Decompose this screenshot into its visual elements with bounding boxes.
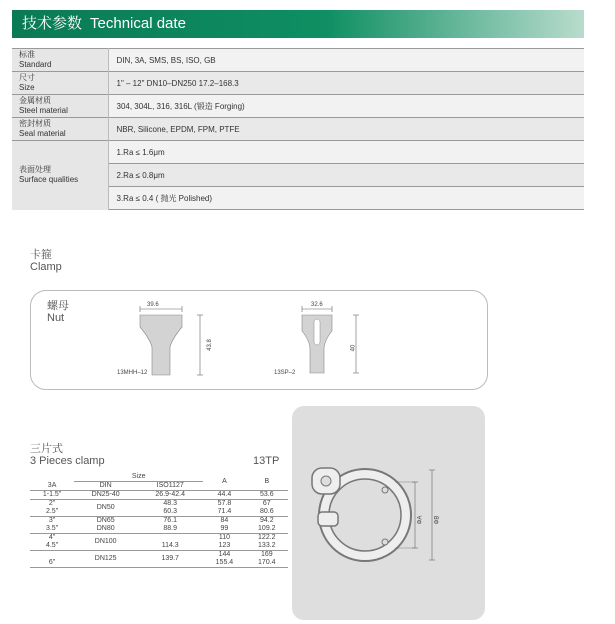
spec-key: 金属材质 Steel material bbox=[12, 95, 108, 118]
table-header-row bbox=[30, 473, 288, 482]
clamp-heading: 卡箍 Clamp bbox=[30, 249, 62, 273]
nut-right-width: 32.6 bbox=[311, 302, 323, 308]
spec-value: 2.Ra ≤ 0.8μm bbox=[108, 164, 584, 187]
spec-table bbox=[12, 48, 584, 210]
banner-title-en: Technical date bbox=[90, 15, 186, 32]
dim-b-label: ΦB bbox=[434, 515, 441, 525]
spec-value: 1.Ra ≤ 1.6μm bbox=[108, 141, 584, 164]
model-code: 13TP bbox=[253, 455, 280, 467]
nut-right-height: 40 bbox=[350, 344, 357, 352]
nut-right-code: 13SP–2 bbox=[274, 370, 296, 376]
spec-key: 表面处理 Surface qualities bbox=[12, 141, 108, 210]
spec-value: 304, 304L, 316, 316L (锻造 Forging) bbox=[108, 95, 584, 118]
nut-left-width: 39.6 bbox=[147, 302, 159, 308]
col-din-header: DIN bbox=[99, 482, 112, 489]
spec-key: 密封材质 Seal material bbox=[12, 118, 108, 141]
table-row: 4" 4.5" DN100 114.3 110 123 122.2 133.2 bbox=[30, 534, 288, 551]
spec-row bbox=[12, 72, 584, 95]
spec-row bbox=[12, 49, 584, 72]
spec-key: 标准 Standard bbox=[12, 49, 108, 72]
table-row: 2" 2.5" DN50 48.3 60.3 57.8 71.4 67 80.6 bbox=[30, 500, 288, 517]
spec-key: 尺寸 Size bbox=[12, 72, 108, 95]
nut-panel bbox=[30, 290, 488, 390]
nut-heading: 螺母 Nut bbox=[47, 300, 69, 324]
table-row: 6" DN125 139.7 144 155.4 169 170.4 bbox=[30, 551, 288, 568]
table-row: 3" 3.5" DN65 DN80 76.1 88.9 84 99 94.2 109.2 bbox=[30, 517, 288, 534]
spec-row bbox=[12, 141, 584, 164]
spec-row bbox=[12, 95, 584, 118]
col-a-header: A bbox=[222, 477, 227, 485]
col-b-header: B bbox=[264, 477, 270, 485]
table-row: 1-1.5" DN25-40 26.9-42.4 44.4 53.6 bbox=[30, 491, 288, 500]
nut-left-height: 43.8 bbox=[206, 339, 213, 351]
col-iso-header: ISO1127 bbox=[156, 482, 184, 489]
spec-value: DIN, 3A, SMS, BS, ISO, GB bbox=[108, 49, 584, 72]
section-banner bbox=[12, 10, 584, 38]
nut-left-code: 13MHH–12 bbox=[117, 370, 148, 376]
clamp-size-table bbox=[30, 473, 288, 568]
spec-value: NBR, Silicone, EPDM, FPM, PTFE bbox=[108, 118, 584, 141]
spec-value: 1" – 12" DN10–DN250 17.2–168.3 bbox=[108, 72, 584, 95]
dim-a-label: ΦA bbox=[417, 515, 424, 525]
col-3a-header: 3A bbox=[47, 481, 57, 489]
spec-row bbox=[12, 118, 584, 141]
three-piece-heading: 三片式 3 Pieces clamp bbox=[30, 443, 105, 467]
nut-13sp-drawing bbox=[290, 297, 370, 382]
spec-value: 3.Ra ≤ 0.4 ( 抛光 Polished) bbox=[108, 187, 584, 210]
banner-title-cn: 技术参数 bbox=[22, 15, 83, 32]
size-header: Size bbox=[74, 473, 203, 482]
